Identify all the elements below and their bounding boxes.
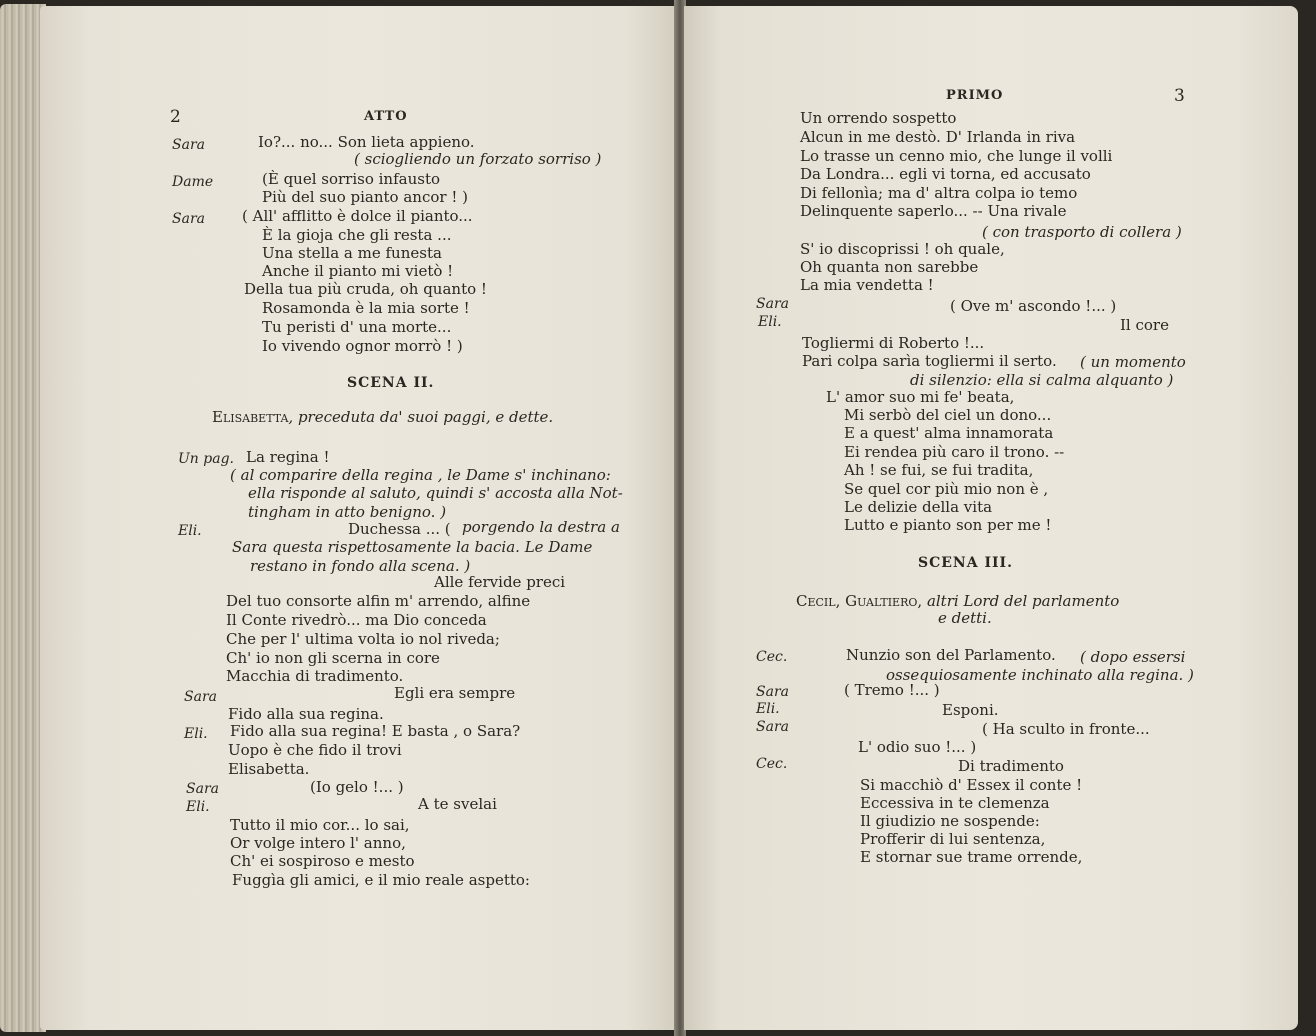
scene-characters: Cecil, Gualtiero, altri Lord del parlamento — [796, 592, 1120, 610]
verse-line: È la gioja che gli resta ... — [262, 226, 452, 244]
verse-line: La mia vendetta ! — [800, 276, 934, 294]
verse-line: E a quest' alma innamorata — [844, 424, 1054, 442]
scene-heading: SCENA III. — [918, 555, 1013, 571]
verse-line: Uopo è che fido il trovi — [228, 741, 402, 759]
verse-line: ( Ove m' ascondo !... ) — [950, 297, 1117, 315]
page-number: 3 — [1174, 86, 1185, 106]
stage-direction: ella risponde al saluto, quindi s' accosta alla Not- — [248, 484, 623, 502]
speaker: Sara — [172, 137, 205, 153]
verse-line: Nunzio son del Parlamento. — [846, 646, 1056, 664]
stage-direction: ( sciogliendo un forzato sorriso ) — [354, 150, 602, 168]
verse-line: Oh quanta non sarebbe — [800, 258, 979, 276]
speaker: Un pag. — [178, 451, 234, 467]
speaker: Eli. — [184, 726, 208, 742]
verse-line: Se quel cor più mio non è , — [844, 480, 1049, 498]
verse-line: Pari colpa sarìa togliermi il serto. — [802, 352, 1057, 370]
stage-direction: ( un momento — [1080, 353, 1186, 371]
verse-line: A te svelai — [418, 795, 497, 813]
verse-line: Fuggìa gli amici, e il mio reale aspetto: — [232, 871, 530, 889]
verse-line: Or volge intero l' anno, — [230, 834, 406, 852]
verse-line: Alcun in me destò. D' Irlanda in riva — [800, 128, 1076, 146]
verse-line: Tu peristi d' una morte... — [262, 318, 452, 336]
verse-line: Ch' io non gli scerna in core — [226, 649, 440, 667]
verse-line: Io?... no... Son lieta appieno. — [258, 133, 475, 151]
verse-line: Del tuo consorte alfin m' arrendo, alfine — [226, 592, 531, 610]
verse-line: Profferir di lui sentenza, — [860, 830, 1046, 848]
verse-line: Una stella a me funesta — [262, 244, 442, 262]
verse-line: L' odio suo !... ) — [858, 738, 977, 756]
verse-line: Mi serbò del ciel un dono... — [844, 406, 1052, 424]
stage-direction: di silenzio: ella si calma alquanto ) — [910, 371, 1174, 389]
stage-direction: ( al comparire della regina , le Dame s' inchinano: — [230, 466, 611, 484]
speaker: Sara — [756, 684, 789, 700]
speaker: Sara — [756, 296, 789, 312]
speaker: Cec. — [756, 649, 788, 665]
verse-line: Eccessiva in te clemenza — [860, 794, 1050, 812]
verse-line: La regina ! — [246, 448, 330, 466]
verse-line: ( All' afflitto è dolce il pianto... — [242, 207, 473, 225]
verse-line: Macchia di tradimento. — [226, 667, 404, 685]
stage-direction: restano in fondo alla scena. ) — [250, 557, 471, 575]
verse-line: Da Londra... egli vi torna, ed accusato — [800, 165, 1091, 183]
running-head: ATTO — [364, 109, 408, 124]
verse-line: Ch' ei sospiroso e mesto — [230, 852, 415, 870]
verse-line: Togliermi di Roberto !... — [802, 334, 985, 352]
page-number: 2 — [170, 107, 181, 127]
speaker: Eli. — [178, 523, 202, 539]
verse-line: Il giudizio ne sospende: — [860, 812, 1040, 830]
scene-characters: Elisabetta, preceduta da' suoi paggi, e dette. — [212, 408, 554, 426]
verse-line: Le delizie della vita — [844, 498, 993, 516]
verse-line: Che per l' ultima volta io nol riveda; — [226, 630, 500, 648]
verse-line: ( Ha sculto in fronte... — [982, 720, 1150, 738]
verse-line: S' io discoprissi ! oh quale, — [800, 240, 1005, 258]
stage-direction: ( con trasporto di collera ) — [982, 223, 1182, 241]
speaker: Sara — [186, 781, 219, 797]
speaker: Dame — [172, 174, 214, 190]
verse-line: Tutto il mio cor... lo sai, — [230, 816, 410, 834]
verse-line: Di fellonìa; ma d' altra colpa io temo — [800, 184, 1078, 202]
speaker: Eli. — [756, 701, 780, 717]
stage-direction: tingham in atto benigno. ) — [248, 503, 447, 521]
stage-direction: ( dopo essersi — [1080, 648, 1186, 666]
verse-line: Lutto e pianto son per me ! — [844, 516, 1052, 534]
verse-line: Il core — [1120, 316, 1169, 334]
verse-line: (È quel sorriso infausto — [262, 170, 441, 188]
verse-line: Più del suo pianto ancor ! ) — [262, 188, 468, 206]
running-head: PRIMO — [946, 88, 1004, 103]
verse-line: Rosamonda è la mia sorte ! — [262, 299, 470, 317]
verse-line: E stornar sue trame orrende, — [860, 848, 1083, 866]
verse-line: Ei rendea più caro il trono. -- — [844, 443, 1065, 461]
speaker: Sara — [756, 719, 789, 735]
verse-line: Di tradimento — [958, 757, 1064, 775]
verse-line: Esponi. — [942, 701, 999, 719]
stage-direction: porgendo la destra a — [462, 518, 620, 536]
scene-heading: SCENA II. — [347, 375, 435, 391]
speaker: Eli. — [758, 314, 782, 330]
verse-line: Duchessa ... ( — [348, 520, 451, 538]
verse-line: Fido alla sua regina. — [228, 705, 384, 723]
verse-line: Un orrendo sospetto — [800, 109, 957, 127]
verse-line: L' amor suo mi fe' beata, — [826, 388, 1015, 406]
speaker: Cec. — [756, 756, 788, 772]
verse-line: Anche il pianto mi vietò ! — [262, 262, 454, 280]
verse-line: Si macchiò d' Essex il conte ! — [860, 776, 1083, 794]
verse-line: Ah ! se fui, se fui tradita, — [844, 461, 1034, 479]
verse-line: Della tua più cruda, oh quanto ! — [244, 280, 487, 298]
verse-line: Elisabetta. — [228, 760, 310, 778]
stage-direction: ossequiosamente inchinato alla regina. ) — [886, 666, 1194, 684]
verse-line: Io vivendo ognor morrò ! ) — [262, 337, 463, 355]
scene-characters: e detti. — [938, 609, 992, 627]
verse-line: ( Tremo !... ) — [844, 681, 940, 699]
stage-direction: Sara questa rispettosamente la bacia. Le Dame — [232, 538, 593, 556]
verse-line: Delinquente saperlo... -- Una rivale — [800, 202, 1067, 220]
speaker: Sara — [184, 689, 217, 705]
verse-line: Lo trasse un cenno mio, che lunge il volli — [800, 147, 1113, 165]
speaker: Sara — [172, 211, 205, 227]
verse-line: Fido alla sua regina! E basta , o Sara? — [230, 722, 521, 740]
verse-line: Egli era sempre — [394, 684, 516, 702]
verse-line: Il Conte rivedrò... ma Dio conceda — [226, 611, 487, 629]
verse-line: (Io gelo !... ) — [310, 778, 404, 796]
speaker: Eli. — [186, 799, 210, 815]
verse-line: Alle fervide preci — [434, 573, 566, 591]
